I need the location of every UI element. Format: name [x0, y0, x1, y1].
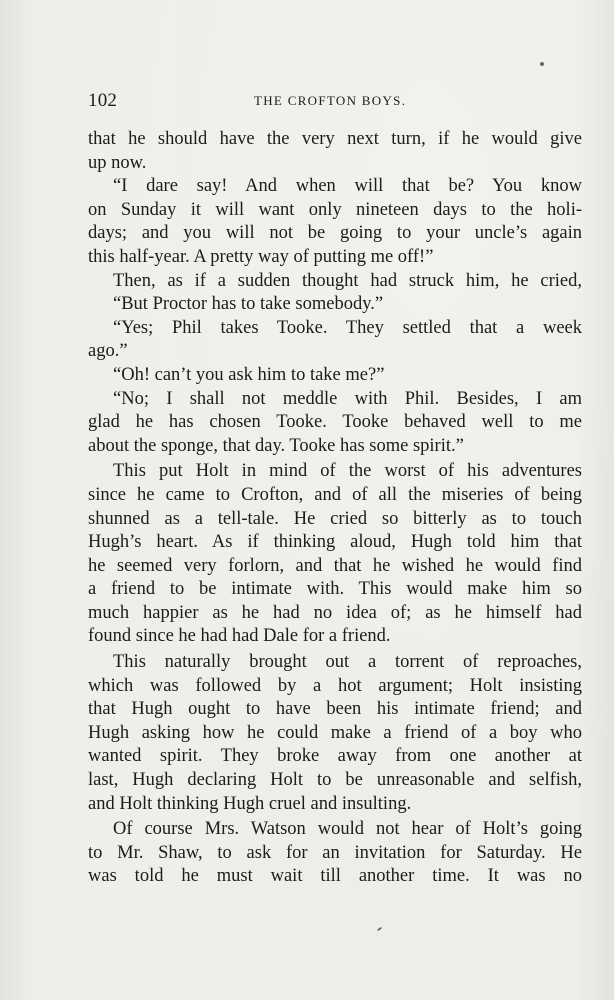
ink-speck — [540, 62, 544, 66]
text-line: to Mr. Shaw, to ask for an invitation for Saturday. He — [88, 842, 582, 863]
text-line: was told he must wait till another time. It was no — [88, 866, 582, 887]
ink-speck — [377, 927, 382, 932]
text-line: last, Hugh declaring Holt to be unreasonable and selfish, — [88, 770, 582, 791]
text-line: up now. — [88, 152, 147, 173]
page-number: 102 — [88, 90, 118, 111]
text-line: glad he has chosen Tooke. Tooke behaved well to me — [88, 412, 582, 433]
text-line: days; and you will not be going to your uncle’s again — [88, 223, 582, 244]
running-title: THE CROFTON BOYS. — [254, 93, 407, 108]
text-line: This naturally brought out a torrent of reproaches, — [113, 652, 582, 673]
body-text — [88, 128, 582, 889]
text-line: found since he had had Dale for a friend. — [88, 626, 391, 647]
text-line: ago.” — [88, 341, 128, 362]
text-line: This put Holt in mind of the worst of his adventures — [113, 461, 582, 482]
text-line: “No; I shall not meddle with Phil. Besides, I am — [113, 388, 582, 409]
text-line: Hugh’s heart. As if thinking aloud, Hugh told him that — [88, 532, 582, 553]
text-line: that he should have the very next turn, if he would give — [88, 129, 582, 149]
text-line: about the sponge, that day. Tooke has some spirit.” — [88, 435, 464, 456]
text-line: wanted spirit. They broke away from one another at — [88, 746, 582, 767]
text-line: on Sunday it will want only nineteen days to the holi- — [88, 199, 582, 220]
text-line: “I dare say! And when will that be? You know — [113, 176, 582, 197]
text-line: much happier as he had no idea of; as he himself had — [88, 602, 582, 623]
text-line: since he came to Crofton, and of all the miseries of being — [88, 484, 582, 505]
text-line: “Oh! can’t you ask him to take me?” — [113, 364, 385, 385]
text-line: “But Proctor has to take somebody.” — [113, 294, 384, 315]
text-line: a friend to be intimate with. This would make him so — [88, 579, 582, 600]
text-line: and Holt thinking Hugh cruel and insulting. — [88, 793, 412, 814]
text-line: shunned as a tell-tale. He cried so bitterly as to touch — [88, 508, 582, 529]
text-line: “Yes; Phil takes Tooke. They settled that a week — [113, 317, 582, 338]
text-line: he seemed very forlorn, and that he wished he would find — [88, 555, 582, 576]
text-line: this half-year. A pretty way of putting me off!” — [88, 246, 434, 267]
text-line: Hugh asking how he could make a friend of a boy who — [88, 722, 582, 743]
page-header — [88, 90, 582, 114]
text-line: that Hugh ought to have been his intimate friend; and — [88, 699, 582, 720]
text-line: Then, as if a sudden thought had struck him, he cried, — [113, 270, 582, 291]
text-line: Of course Mrs. Watson would not hear of Holt’s going — [113, 819, 582, 840]
text-line: which was followed by a hot argument; Holt insisting — [88, 675, 582, 696]
